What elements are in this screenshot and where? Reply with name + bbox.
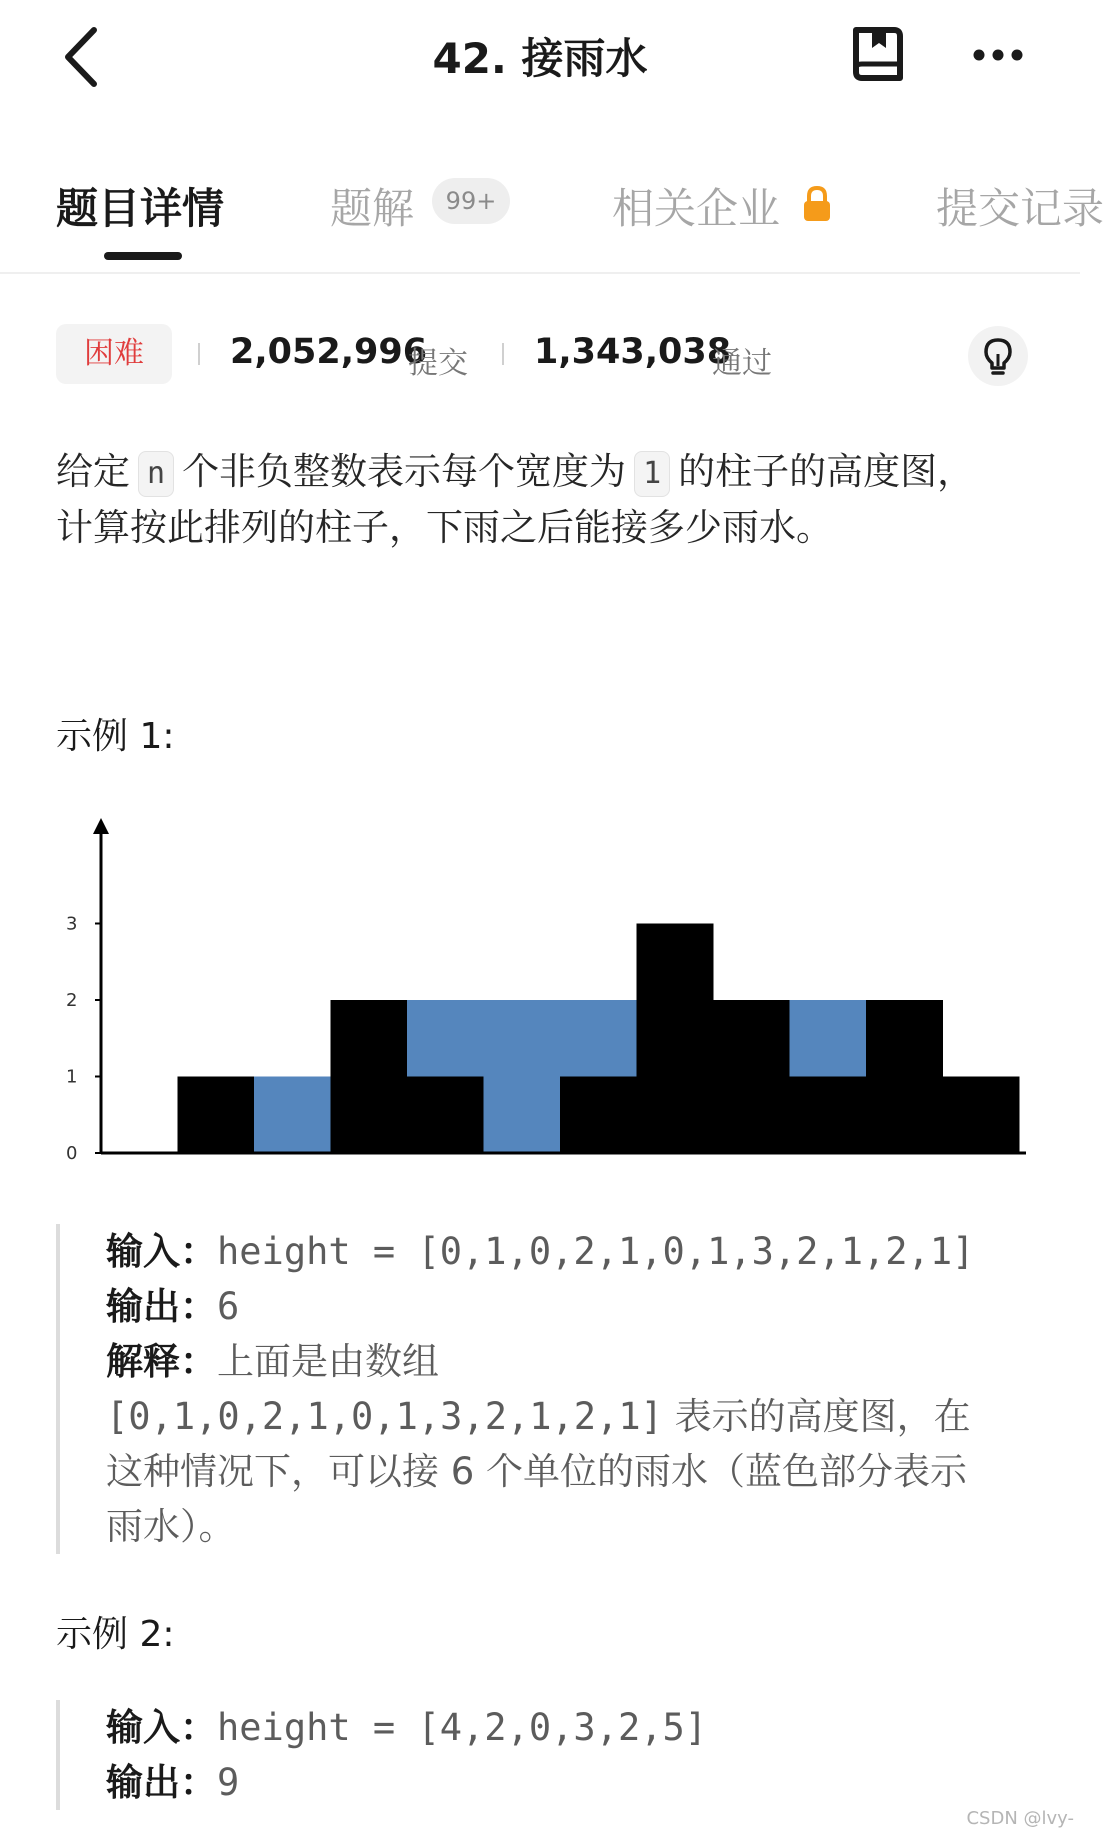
lightbulb-icon <box>968 326 1028 386</box>
tab-companies[interactable]: 相关企业 <box>612 184 781 233</box>
description-line-1: 给定 n 个非负整数表示每个宽度为 1 的柱子的高度图， <box>56 444 974 500</box>
difficulty-badge: 困难 <box>56 324 172 384</box>
example-1-explanation-line-3: 这种情况下，可以接 6 个单位的雨水（蓝色部分表示 <box>106 1450 968 1493</box>
hint-button[interactable] <box>968 326 1028 386</box>
tab-divider <box>0 272 1080 274</box>
water-6 <box>560 1000 637 1077</box>
y-axis-arrow <box>93 818 109 834</box>
y-tick-label-0: 0 <box>66 1143 78 1164</box>
tab-problem-details[interactable]: 题目详情 <box>56 184 225 233</box>
elevation-chart <box>56 814 1036 1174</box>
example-1-input: 输入：height = [0,1,0,2,1,0,1,3,2,1,2,1] <box>106 1230 975 1273</box>
tab-submissions[interactable]: 提交记录 <box>936 184 1104 233</box>
page-title: 42. 接雨水 <box>432 34 648 83</box>
bar-7 <box>637 924 714 1154</box>
submissions-label: 提交 <box>408 346 468 381</box>
example-2-title: 示例 2: <box>56 1614 175 1655</box>
water-2 <box>254 1077 331 1154</box>
bar-6 <box>560 1077 637 1154</box>
bar-4 <box>407 1077 484 1154</box>
y-tick-label-3: 3 <box>66 913 78 935</box>
bar-11 <box>943 1077 1020 1154</box>
bar-8 <box>713 1000 790 1153</box>
active-tab-indicator <box>104 252 182 260</box>
more-icon[interactable] <box>972 40 1024 70</box>
tab-solutions[interactable]: 题解 <box>330 184 415 233</box>
book-icon[interactable] <box>848 24 908 84</box>
example-1-explanation-line-4: 雨水）。 <box>106 1505 236 1548</box>
example-1-title: 示例 1: <box>56 716 175 757</box>
lock-icon <box>800 184 834 224</box>
bar-3 <box>331 1000 408 1153</box>
water-5 <box>484 1000 561 1153</box>
bar-1 <box>178 1077 255 1154</box>
y-tick-label-1: 1 <box>66 1066 78 1088</box>
example-2-input: 输入：height = [4,2,0,3,2,5] <box>106 1706 708 1749</box>
water-9 <box>790 1000 867 1077</box>
separator <box>502 343 504 365</box>
y-tick-label-2: 2 <box>66 990 78 1011</box>
watermark: CSDN @lvy- <box>966 1808 1074 1829</box>
bar-9 <box>790 1077 867 1154</box>
example-1-explanation-line-2: [0,1,0,2,1,0,1,3,2,1,2,1] 表示的高度图，在 <box>106 1395 971 1438</box>
example-1-output: 输出：6 <box>106 1285 240 1328</box>
code-1: 1 <box>634 451 670 497</box>
accepted-count: 1,343,038 <box>534 332 732 372</box>
code-n: n <box>138 451 174 497</box>
accepted-label: 通过 <box>712 346 772 381</box>
description-line-2: 计算按此排列的柱子，下雨之后能接多少雨水。 <box>56 506 833 549</box>
example-2-block <box>56 1700 60 1810</box>
example-2-output: 输出：9 <box>106 1761 240 1804</box>
water-4 <box>407 1000 484 1077</box>
submissions-count: 2,052,996 <box>230 332 428 372</box>
separator <box>198 343 200 365</box>
example-1-explanation-line-1: 解释：上面是由数组 <box>106 1340 439 1383</box>
solutions-count-badge: 99+ <box>432 178 510 224</box>
example-1-block <box>56 1224 60 1554</box>
bar-10 <box>866 1000 943 1153</box>
